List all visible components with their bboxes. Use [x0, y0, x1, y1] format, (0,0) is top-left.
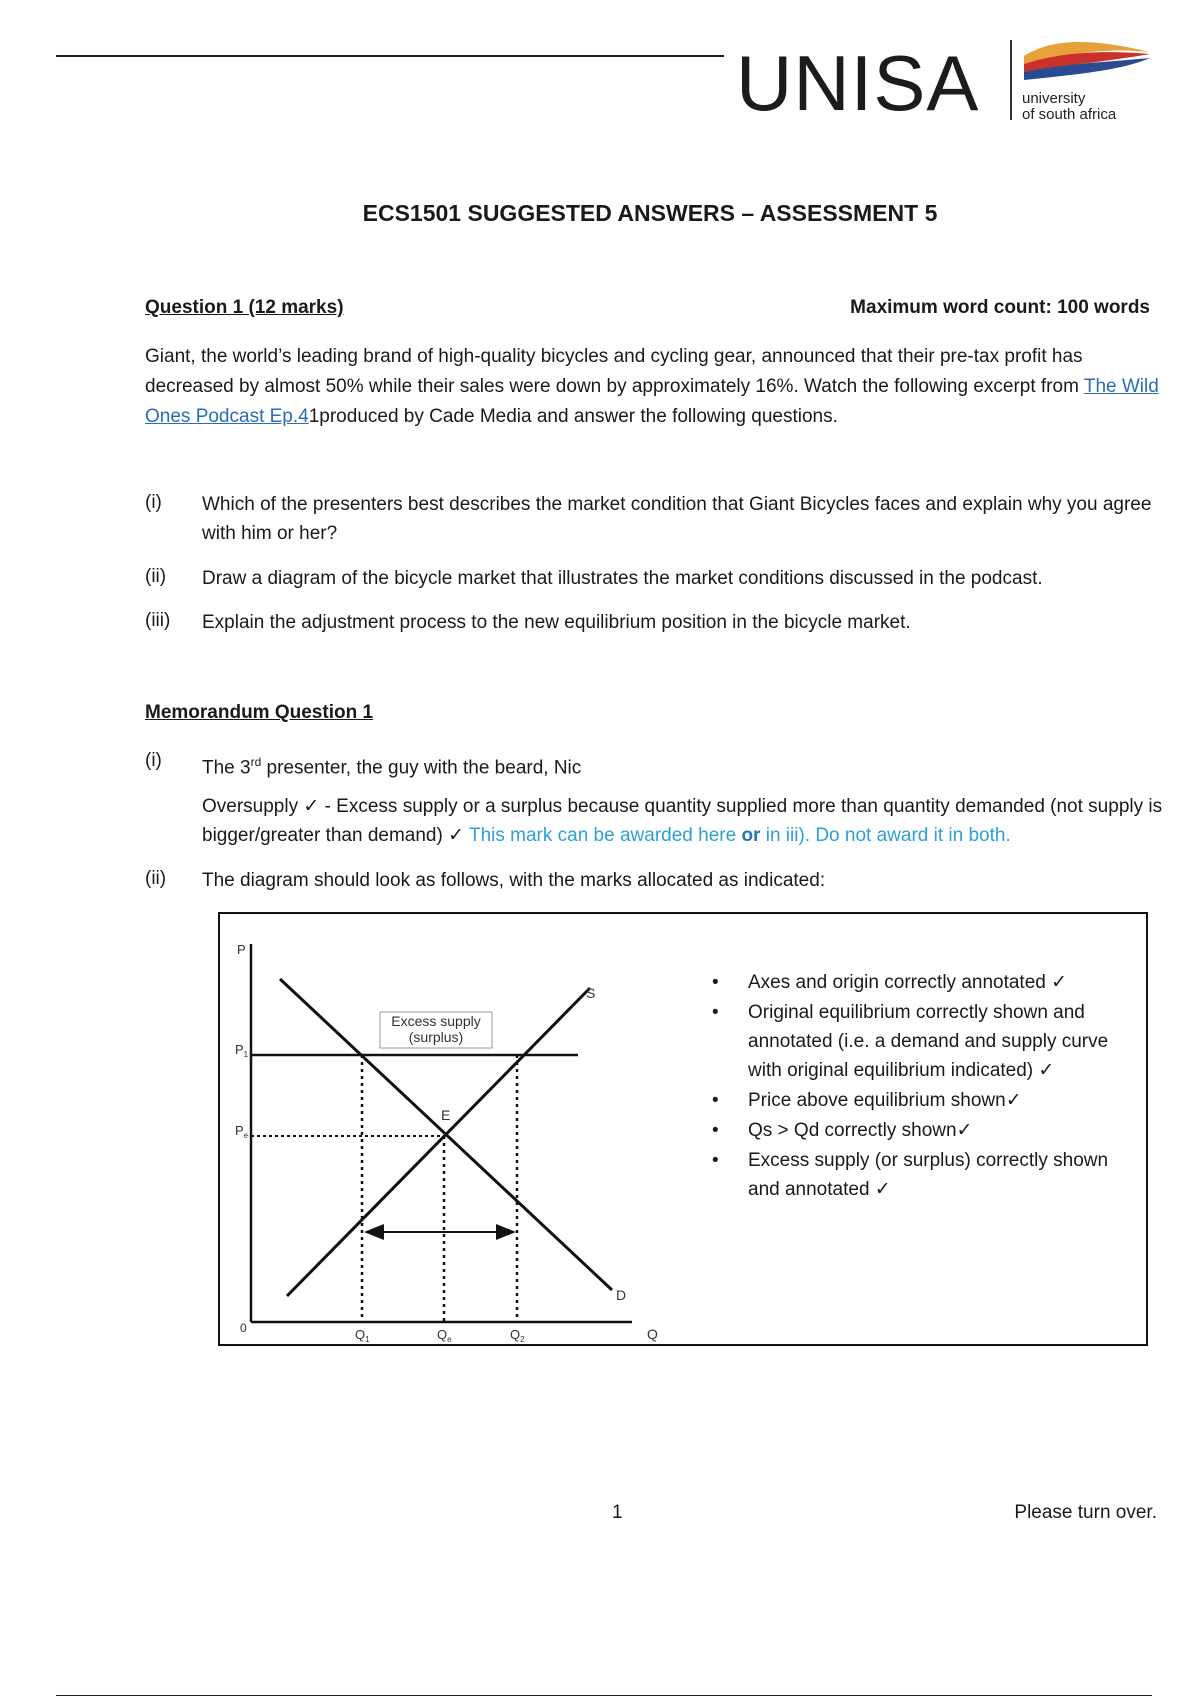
qe-label-letter: Q: [437, 1327, 448, 1342]
top-rule: [56, 55, 724, 57]
page-number: 1: [612, 1502, 623, 1523]
question-1-heading: Question 1 (12 marks): [145, 297, 344, 318]
memo-i-explanation-text: Oversupply ✓ - Excess supply or a surplus because quantity supplied more than quantity demanded (not supply is bigger/greater than demand) ✓: [202, 796, 1163, 846]
marking-criteria-list: [712, 968, 1142, 1205]
excess-supply-label-line1: Excess supply: [391, 1013, 481, 1029]
logo-subtitle-line2: of south africa: [1022, 106, 1117, 123]
criteria-item: • Qs > Qd correctly shown✓: [712, 1116, 1142, 1145]
criteria-item: • Price above equilibrium shown✓: [712, 1086, 1142, 1115]
qe-label-subscript: e: [447, 1335, 452, 1344]
surplus-arrow-left-head: [364, 1224, 384, 1240]
pe-label: [235, 1123, 249, 1140]
criteria-item: • Excess supply (or surplus) correctly shown and annotated ✓: [712, 1146, 1142, 1204]
criteria-item: • Axes and origin correctly annotated ✓: [712, 968, 1142, 997]
supply-demand-diagram: [220, 914, 680, 1344]
memo-i-answer: [202, 748, 1162, 782]
bottom-rule: [56, 1695, 1152, 1696]
logo-subtitle-line1: university: [1022, 90, 1086, 107]
unisa-flag-icon: [1022, 38, 1152, 86]
memorandum-heading: Memorandum Question 1: [145, 702, 374, 723]
page-title: ECS1501 SUGGESTED ANSWERS – ASSESSMENT 5: [362, 200, 938, 226]
marker-note-b: in iii). Do not award it in both.: [760, 825, 1011, 846]
memo-ii-number: (ii): [145, 868, 167, 889]
criteria-item: • Original equilibrium correctly shown and annotated (i.e. a demand and supply curve with original equilibrium indicated) ✓: [712, 998, 1142, 1085]
origin-label: 0: [240, 1321, 247, 1335]
question-1-intro: [145, 342, 1165, 432]
p1-label-subscript: 1: [243, 1050, 249, 1059]
item-i-number: (i): [145, 492, 162, 513]
quantity-axis-label: Q: [647, 1326, 658, 1342]
price-axis-label: P: [237, 942, 246, 957]
item-ii-number: (ii): [145, 566, 167, 587]
memo-i-explanation: [202, 792, 1167, 850]
excess-supply-label-line2: (surplus): [408, 1029, 464, 1045]
turn-over-note: Please turn over.: [1014, 1502, 1157, 1523]
item-ii-text: Draw a diagram of the bicycle market that illustrates the market conditions discussed in the podcast.: [202, 568, 1043, 589]
q1-label: [355, 1327, 370, 1344]
marker-note-a: This mark can be awarded here: [468, 825, 742, 846]
memo-i-text-a: The 3: [202, 757, 251, 779]
item-iii-text: Explain the adjustment process to the new equilibrium position in the bicycle market.: [202, 612, 911, 633]
logo-divider: [1010, 40, 1012, 120]
demand-label: D: [616, 1287, 627, 1303]
memo-i-text-b: presenter, the guy with the beard, Nic: [261, 757, 582, 779]
q2-label: [510, 1327, 525, 1344]
intro-text-part2: 1produced by Cade Media and answer the following questions.: [308, 406, 838, 427]
word-count-limit: Maximum word count: 100 words: [850, 297, 1150, 318]
item-i-text: Which of the presenters best describes the market condition that Giant Bicycles faces and explain why you agree with him or her?: [202, 494, 1152, 544]
supply-label: S: [586, 985, 596, 1001]
intro-text-part1: Giant, the world’s leading brand of high-quality bicycles and cycling gear, announced that their pre-tax profit has decreased by almost 50% while their sales were down by approximately 16%. Watch the following excerpt from: [145, 346, 1084, 397]
surplus-arrow-right-head: [496, 1224, 516, 1240]
q2-label-letter: Q: [510, 1327, 521, 1342]
marker-note-or: or: [741, 825, 761, 846]
pe-label-letter: P: [235, 1123, 244, 1138]
q1-label-letter: Q: [355, 1327, 366, 1342]
memo-i-number: (i): [145, 750, 162, 771]
q2-label-subscript: 2: [520, 1335, 525, 1344]
q1-label-subscript: 1: [365, 1335, 370, 1344]
p1-label: [235, 1042, 249, 1059]
pe-label-subscript: e: [243, 1131, 249, 1140]
p1-label-letter: P: [235, 1042, 244, 1057]
marker-note: [469, 825, 1011, 846]
unisa-logo-wordmark: UNISA: [736, 39, 980, 127]
equilibrium-label: E: [441, 1107, 451, 1123]
podcast-link[interactable]: The Wild Ones Podcast Ep.4: [145, 376, 1159, 427]
memo-i-superscript: rd: [250, 755, 262, 769]
item-iii-number: (iii): [145, 610, 171, 631]
qe-label: [437, 1327, 452, 1344]
memo-ii-text: The diagram should look as follows, with the marks allocated as indicated:: [202, 870, 826, 891]
